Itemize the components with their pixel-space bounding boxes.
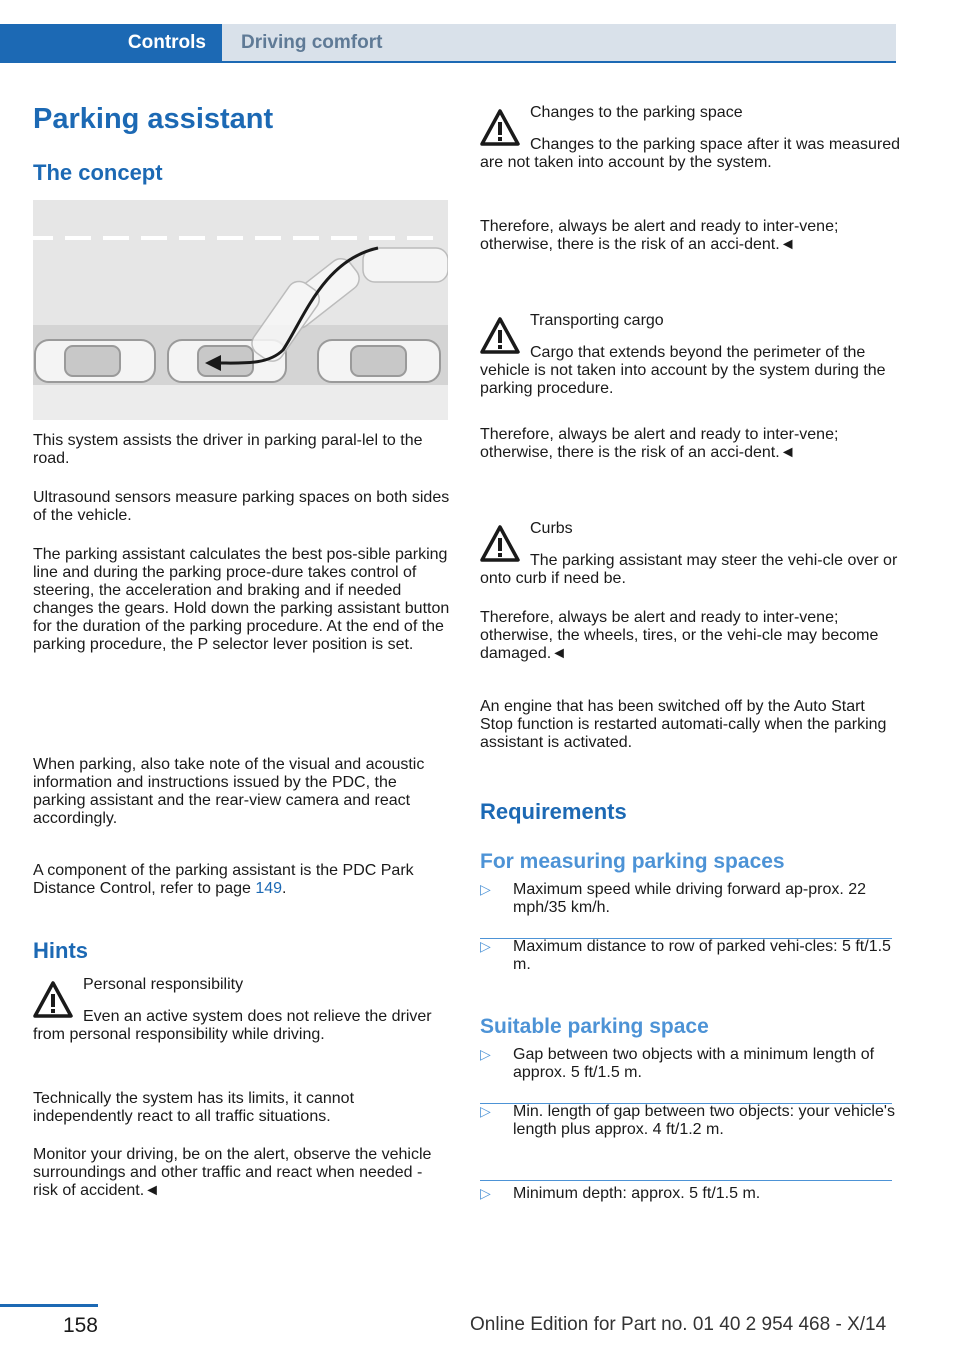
warning-paragraph-alert-2: Therefore, always be alert and ready to inter-vene; otherwise, there is the risk of an acci-dent.◄ [480,426,839,461]
warning-paragraph-monitor: Monitor your driving, be on the alert, observe the vehicle surroundings and other traffic and react when needed - risk of accident.◄ [33,1146,432,1199]
concept-paragraph-3: The parking assistant calculates the best pos-sible parking line and during the parking proce-dure takes control of steering, the acceleration and braking and if needed changes the gears. Hold down the parking assistant button for the duration of the parking procedure. At the end of the parking procedure, the P selector lever position is set. [33,546,450,653]
concept-paragraph-4: When parking, also take note of the visual and acoustic information and instructions issued by the PDC, the parking assistant and the rear-view camera and react accordingly. [33,756,425,827]
warning-title-transporting-cargo: Transporting cargo [530,312,664,329]
parked-car-right [318,340,440,382]
bullet-triangle-icon: ▷ [480,938,491,954]
concept-paragraph-2: Ultrasound sensors measure parking spaces on both sides of the vehicle. [33,489,450,524]
warning-text-curbs: The parking assistant may steer the vehi-cle over or onto curb if need be. [480,552,898,587]
page-number-rule [0,1304,98,1307]
parking-illustration [33,200,448,420]
suitable-space-heading: Suitable parking space [480,1015,709,1038]
warning-paragraph-limits: Technically the system has its limits, it cannot independently react to all traffic situations. [33,1090,355,1125]
header-rule [0,61,896,63]
list-item [480,938,900,988]
warning-text-parking-space-changes: Changes to the parking space after it was measured are not taken into account by the system. [480,136,900,171]
page-header [0,0,896,62]
list-item [480,1103,900,1179]
engine-restart-paragraph: An engine that has been switched off by the Auto Start Stop function is restarted automati-cally when the parking assistant is activated. [480,698,887,751]
warning-text-transporting-cargo: Cargo that extends beyond the perimeter of the vehicle is not taken into account by the system during the parking procedure. [480,344,886,397]
concept-heading: The concept [33,160,163,185]
page-number: 158 [62,1314,98,1337]
pdc-reference-text: A component of the parking assistant is the PDC Park Distance Control, refer to page [33,862,414,897]
list-item-text: Min. length of gap between two objects: your vehicle's length plus approx. 4 ft/1.2 m. [513,1103,895,1138]
warning-text-personal-responsibility: Even an active system does not relieve the driver from personal responsibility while driving. [33,1008,432,1043]
requirements-heading: Requirements [480,799,627,824]
list-item [480,1046,900,1096]
warning-paragraph-alert-3: Therefore, always be alert and ready to inter-vene; otherwise, the wheels, tires, or the vehi-cle may become damaged.◄ [480,609,879,662]
list-item-text: Maximum distance to row of parked vehi-cles: 5 ft/1.5 m. [513,938,891,973]
list-item-text: Minimum depth: approx. 5 ft/1.5 m. [513,1185,761,1202]
section-tab-controls: Controls [0,24,222,62]
bullet-triangle-icon: ▷ [480,1185,491,1201]
warning-title-parking-space-changes: Changes to the parking space [530,104,743,121]
pdc-page-link[interactable]: 149 [255,880,283,897]
warning-paragraph-alert-1: Therefore, always be alert and ready to inter-vene; otherwise, there is the risk of an acci-dent.◄ [480,218,839,253]
list-divider [480,1180,892,1181]
pdc-reference-paragraph [33,862,451,898]
list-item [480,881,900,931]
edition-note: Online Edition for Part no. 01 40 2 954 468 - X/14 [470,1314,887,1335]
concept-paragraph-1: This system assists the driver in parking paral-lel to the road. [33,432,423,467]
warning-title-personal-responsibility: Personal responsibility [83,976,244,993]
list-item [480,1185,900,1211]
warning-title-curbs: Curbs [530,520,573,537]
bullet-triangle-icon: ▷ [480,1103,491,1119]
hints-heading: Hints [33,938,88,963]
bullet-triangle-icon: ▷ [480,881,491,897]
list-item-text: Gap between two objects with a minimum length of approx. 5 ft/1.5 m. [513,1046,875,1081]
list-item-text: Maximum speed while driving forward ap-prox. 22 mph/35 km/h. [513,881,867,916]
page-title: Parking assistant [33,103,274,135]
pdc-reference-end: . [282,880,287,897]
parked-car-left [35,340,155,382]
measuring-heading: For measuring parking spaces [480,850,785,873]
section-tab-driving-comfort: Driving comfort [222,24,896,62]
bullet-triangle-icon: ▷ [480,1046,491,1062]
